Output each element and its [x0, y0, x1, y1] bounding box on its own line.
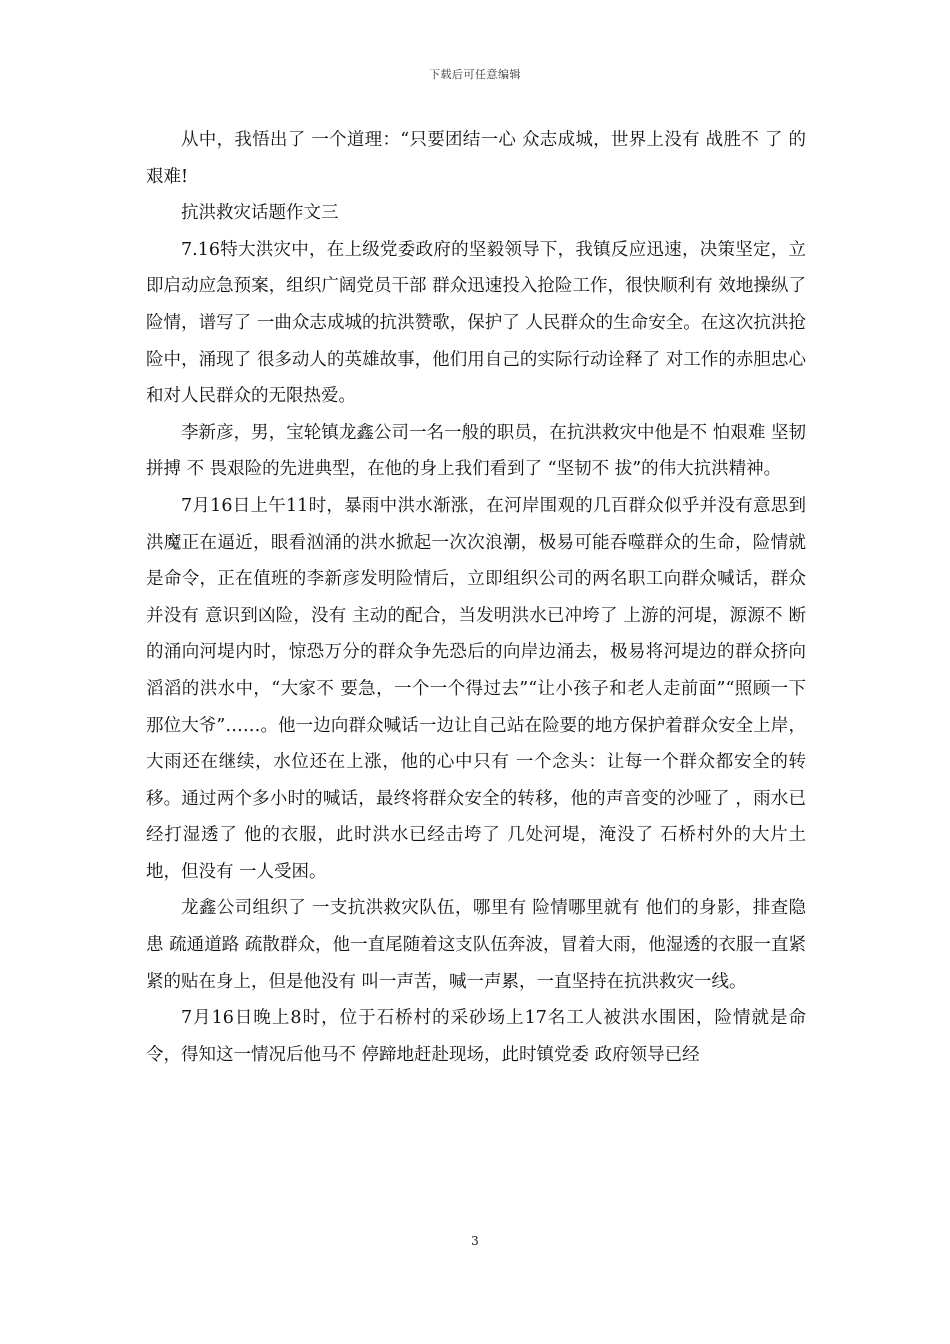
paragraph-rescue: 7月16日上午11时，暴雨中洪水渐涨，在河岸围观的几百群众似乎并没有意思到洪魔正在逼近，眼看汹涌的洪水掀起一次次浪潮，极易可能吞噬群众的生命，险情就是命令，正在值班的李新彦发明险情后，立即组织公司的两名职工向群众喊话，群众并没有 意识到凶险，没有 主动的配合，当发明洪水已冲垮了 上游的河堤，源源不 断的涌向河堤内时，惊恐万分的群众争先恐后的向岸边涌去，极易将河堤边的群众挤向滔滔的洪水中，“大家不 要急，一个一个得过去”“让小孩子和老人走前面”“照顾一下那位大爷”……。他一边向群众喊话一边让自己站在险要的地方保护着群众安全上岸，大雨还在继续，水位还在上涨，他的心中只有 一个念头：让每一个群众都安全的转移。通过两个多小时的喊话，最终将群众安全的转移，他的声音变的沙哑了 ，雨水已经打湿透了 他的衣服，此时洪水已经击垮了 几处河堤，淹没了 石桥村外的大片土地，但没有 一人受困。	[146, 495, 806, 882]
paragraph-intro: 7.16特大洪灾中，在上级党委政府的坚毅领导下，我镇反应迅速，决策坚定，立即启动应急预案，组织广阔党员干部 群众迅速投入抢险工作，很快顺利有 效地操纵了 险情，谱写了 一曲众志成城的抗洪赞歌，保护了 人民群众的生命安全。在这次抗洪抢险中，涌现了 很多动人的英雄故事，他们用自己的实际行动诠释了 对工作的赤胆忠心和对人民群众的无限热爱。	[146, 239, 806, 407]
paragraph-team: 龙鑫公司组织了 一支抗洪救灾队伍，哪里有 险情哪里就有 他们的身影，排查隐患 疏通道路 疏散群众，他一直尾随着这支队伍奔波，冒着大雨，他湿透的衣服一直紧紧的贴在身上，但是他没有 叫一声苦，喊一声累，一直坚持在抗洪救灾一线。	[146, 898, 806, 992]
document-body	[146, 122, 806, 1073]
paragraph-evening: 7月16日晚上8时，位于石桥村的采砂场上17名工人被洪水围困，险情就是命令，得知这一情况后他马不 停蹄地赶赴现场，此时镇党委 政府领导已经	[146, 1008, 806, 1065]
page-header: 下载后可任意编辑	[429, 68, 521, 81]
paragraph-conclusion: 从中，我悟出了 一个道理：“只要团结一心 众志成城，世界上没有 战胜不 了 的艰难!	[146, 130, 806, 187]
paragraph-profile: 李新彦，男，宝轮镇龙鑫公司一名一般的职员，在抗洪救灾中他是不 怕艰难 坚韧拼搏 不 畏艰险的先进典型，在他的身上我们看到了 “坚韧不 拔”的伟大抗洪精神。	[146, 422, 806, 480]
section-heading: 抗洪救灾话题作文三	[181, 203, 339, 224]
page-number: 3	[471, 1234, 479, 1248]
